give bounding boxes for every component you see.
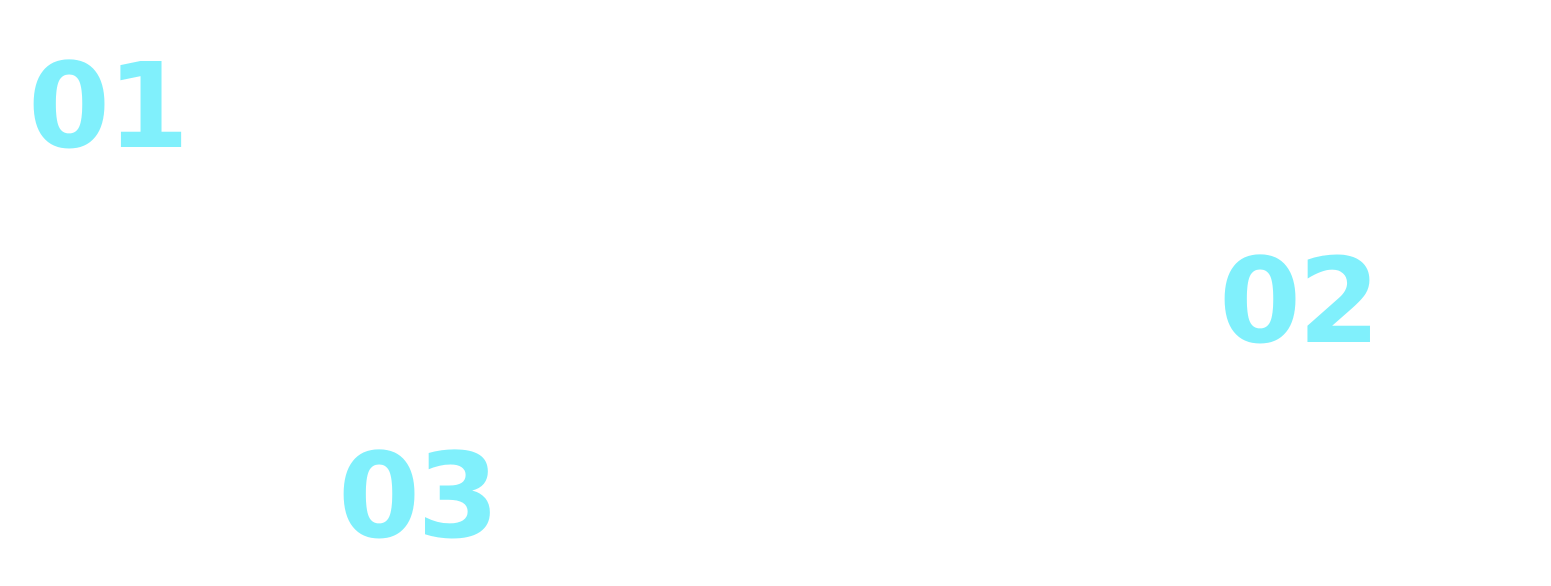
step-number-02: 02	[1219, 232, 1378, 370]
step-number-01: 01	[28, 37, 187, 175]
step-number-03: 03	[338, 427, 497, 565]
